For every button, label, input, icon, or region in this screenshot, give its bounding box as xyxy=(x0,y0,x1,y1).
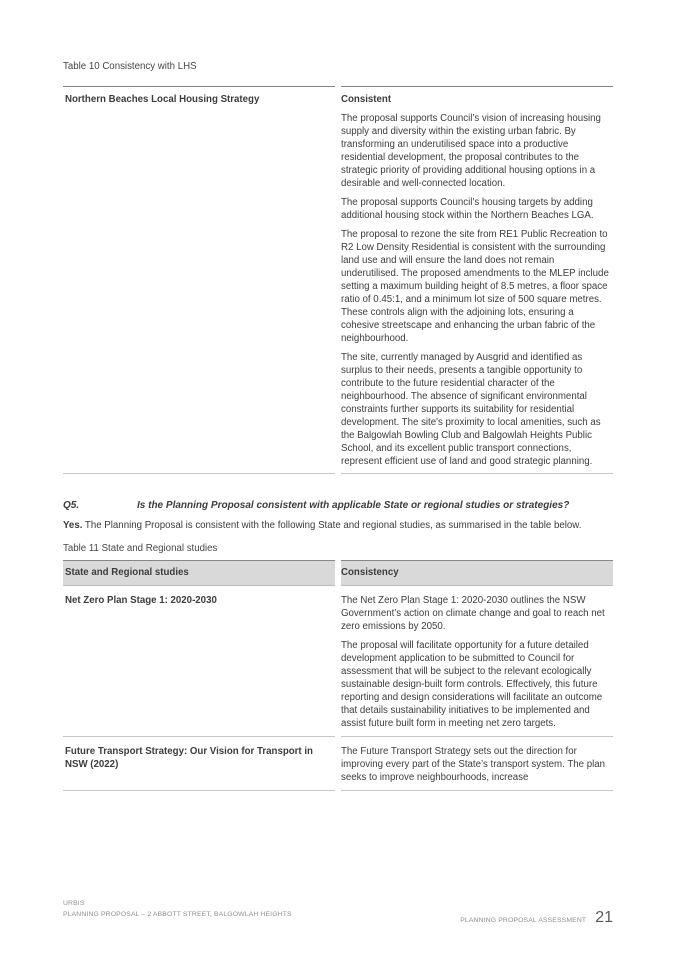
study-label: Future Transport Strategy: Our Vision for Transport in NSW (2022) xyxy=(65,745,313,770)
table11-caption: Table 11 State and Regional studies xyxy=(63,542,218,554)
table10-consistency-with-lhs xyxy=(63,86,613,474)
paragraph: The proposal will facilitate opportunity for a future detailed development application to be submitted to Council for assessment that will be subject to the relevant ecologically sustainable design-built form controls. Effectively, this future reporting and design considerations will facilitate an outcome that details sustainability initiatives to be implemented and assist future built form in meeting net zero targets. xyxy=(341,639,603,729)
table10-row-label-cell xyxy=(63,86,335,474)
question-text: Is the Planning Proposal consistent with applicable State or regional studies or strategies? xyxy=(137,500,570,511)
table11-header-col1: State and Regional studies xyxy=(63,560,335,586)
footer-brand: URBIS xyxy=(63,900,85,907)
table10-row-content-cell xyxy=(341,86,613,474)
page-footer xyxy=(63,899,613,926)
paragraph: The proposal supports Council’s vision of increasing housing supply and diversity within the existing urban fabric. By transforming an underutilised space into a productive residential development, the proposal contributes to the strategic priority of providing additional housing options in a desirable and well-connected location. xyxy=(341,113,601,189)
footer-doc-title: PLANNING PROPOSAL – 2 ABBOTT STREET, BALGOWLAH HEIGHTS xyxy=(63,910,292,918)
question-number: Q5. xyxy=(63,500,80,511)
page-number: 21 xyxy=(595,908,613,926)
table11-state-and-regional-studies xyxy=(63,560,613,791)
table11-header-col2: Consistency xyxy=(341,560,613,586)
paragraph: The Future Transport Strategy sets out the direction for improving every part of the State’s transport system. The plan seeks to improve neighbourhoods, increase xyxy=(341,745,606,783)
question-q5-heading xyxy=(63,498,613,513)
paragraph: The proposal to rezone the site from RE1 Public Recreation to R2 Low Density Residential is consistent with the surrounding land use and will ensure the land does not remain underutilised. The proposed amendments to the MLEP include setting a maximum building height of 8.5 metres, a floor space ratio of 0.45:1, and a minimum lot size of 500 square metres. These controls align with the adjoining lots, ensuring a cohesive streetscape and enhancing the urban fabric of the neighbourhood. xyxy=(341,229,609,344)
table11-row-content-cell xyxy=(341,586,613,737)
footer-right-group xyxy=(460,910,613,927)
paragraph: The proposal supports Council’s housing targets by adding additional housing stock within the Northern Beaches LGA. xyxy=(341,197,594,221)
paragraph: The Net Zero Plan Stage 1: 2020-2030 outlines the NSW Government’s action on climate change and goal to reach net zero emissions by 2050. xyxy=(341,594,605,632)
answer-text: The Planning Proposal is consistent with the following State and regional studies, as summarised in the table below. xyxy=(82,520,582,531)
paragraph: The site, currently managed by Ausgrid and identified as surplus to their needs, presents a tangible opportunity to contribute to the future residential character of the neighbourhood. The absence of significant environmental constraints further supports its suitability for residential development. The site's proximity to local amenities, such as the Balgowlah Bowling Club and Balgowlah Heights Public School, and its excellent public transport connections, represent efficient use of land and good strategic planning. xyxy=(341,352,601,467)
footer-section-label: PLANNING PROPOSAL ASSESSMENT xyxy=(460,916,587,924)
answer-paragraph xyxy=(63,519,613,533)
page-content xyxy=(63,0,613,791)
consistency-status-label: Consistent xyxy=(341,94,392,105)
table11-row-content-cell xyxy=(341,737,613,791)
study-label: Net Zero Plan Stage 1: 2020-2030 xyxy=(65,594,217,606)
table10-caption: Table 10 Consistency with LHS xyxy=(63,61,197,72)
table11-row-label-cell xyxy=(63,737,335,791)
strategy-label: Northern Beaches Local Housing Strategy xyxy=(65,94,260,105)
answer-yes: Yes. xyxy=(63,520,83,531)
table11-row-label-cell xyxy=(63,586,335,737)
